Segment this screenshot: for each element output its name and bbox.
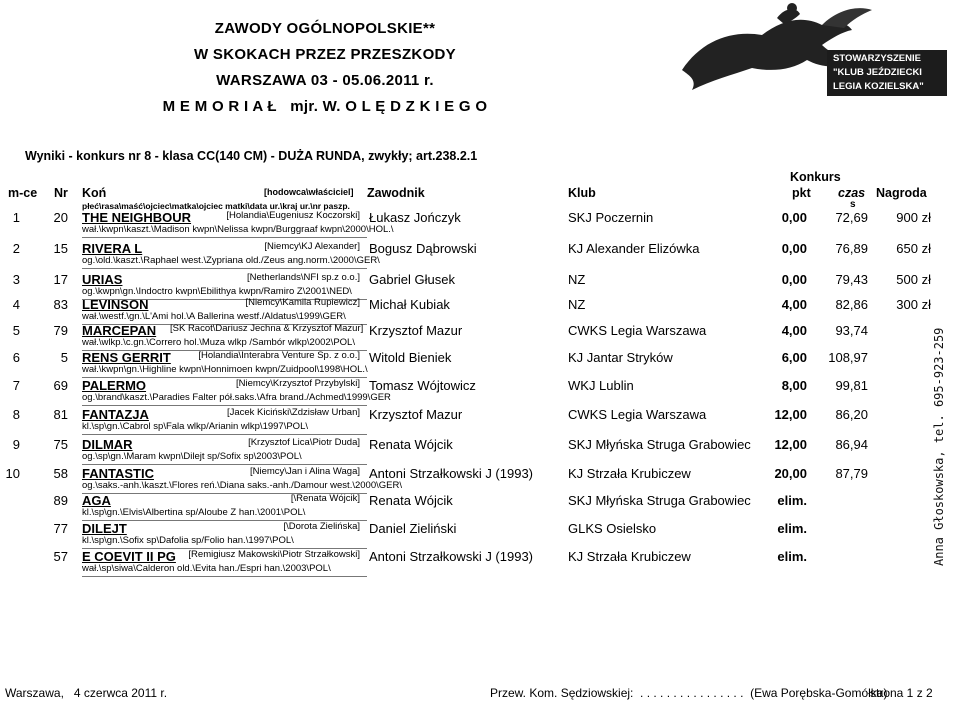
row-owner: [Niemcy\Kamila Rupiewicz] — [245, 297, 360, 308]
row-owner: [\Dorota Zielińska] — [283, 521, 360, 532]
logo-text-box — [827, 50, 947, 96]
col-klub: Klub — [568, 186, 596, 200]
title-line-3: WARSZAWA 03 - 05.06.2011 r. — [216, 72, 434, 89]
col-kon: Koń — [82, 186, 107, 200]
row-czas: 72,69 — [835, 210, 868, 225]
row-owner: [Remigiusz Makowski\Piotr Strzałkowski] — [188, 549, 360, 560]
row-pkt: elim. — [777, 521, 807, 536]
logo-line-2: "KLUB JEŹDZIECKI — [833, 67, 922, 78]
row-owner: [SK Racot\Dariusz Jechna & Krzysztof Mazur] — [170, 323, 364, 334]
row-pkt: elim. — [777, 549, 807, 564]
row-nr: 17 — [53, 272, 68, 287]
row-owner: [Holandia\Eugeniusz Koczorski] — [226, 210, 360, 221]
row-owner: [\Renata Wójcik] — [290, 493, 360, 504]
row-owner: [Niemcy\Jan i Alina Waga] — [250, 466, 360, 477]
row-ped: og.\old.\kaszt.\Raphael west.\Zypriana old./Zeus ang.norm.\2000\GER\ — [82, 255, 380, 266]
row-ped: kl.\sp\gn.\Sofix sp\Dafolia sp/Folio han.\1997\POL\ — [82, 535, 294, 546]
row-ped: wał.\wlkp.\c.gn.\Correro hol.\Muza wlkp /Sambór wlkp\2002\POL\ — [82, 337, 355, 348]
row-horse: URIAS — [82, 272, 123, 287]
row-nr: 58 — [53, 466, 68, 481]
row-pkt: 0,00 — [781, 210, 807, 225]
col-pkt: pkt — [792, 186, 811, 200]
row-divider — [82, 405, 367, 406]
row-place: 10 — [5, 466, 20, 481]
title-line-1: ZAWODY OGÓLNOPOLSKIE** — [214, 20, 436, 37]
row-rider: Krzysztof Mazur — [369, 323, 463, 338]
row-horse: DILMAR — [82, 437, 133, 452]
row-club: NZ — [568, 297, 586, 312]
row-owner: [Niemcy\Krzysztof Przybylski] — [235, 378, 360, 389]
row-pkt: elim. — [777, 493, 807, 508]
row-place: 7 — [12, 378, 20, 393]
row-prize: 650 zł — [896, 241, 931, 256]
row-pkt: 0,00 — [781, 272, 807, 287]
row-rider: Tomasz Wójtowicz — [369, 378, 476, 393]
row-nr: 81 — [53, 407, 68, 422]
row-rider: Antoni Strzałkowski J (1993) — [369, 549, 534, 564]
row-divider — [82, 268, 367, 269]
row-club: SKJ Młyńska Struga Grabowiec — [568, 493, 751, 508]
row-czas: 82,86 — [835, 297, 868, 312]
row-place: 2 — [12, 241, 20, 256]
row-divider — [82, 464, 367, 465]
row-club: GLKS Osielsko — [568, 521, 657, 536]
row-rider: Krzysztof Mazur — [369, 407, 463, 422]
title-line-2: W SKOKACH PRZEZ PRZESZKODY — [194, 46, 456, 63]
row-club: KJ Alexander Elizówka — [568, 241, 700, 256]
row-nr: 77 — [53, 521, 68, 536]
row-nr: 5 — [60, 350, 68, 365]
row-pkt: 12,00 — [774, 407, 807, 422]
row-nr: 75 — [53, 437, 68, 452]
row-rider: Łukasz Jończyk — [369, 210, 461, 225]
row-czas: 79,43 — [835, 272, 868, 287]
row-horse: LEVINSON — [82, 297, 149, 312]
row-czas: 87,79 — [835, 466, 868, 481]
row-owner: [Netherlands\NFI sp.z o.o.] — [247, 272, 360, 283]
row-ped: kl.\sp\gn.\Cabrol sp\Fala wlkp/Arianin wlkp\1997\POL\ — [82, 421, 308, 432]
side-contact-text: Anna Głoskowska, tel. 695-923-259 — [932, 327, 946, 566]
row-rider: Michał Kubiak — [369, 297, 450, 312]
row-divider — [82, 237, 367, 238]
row-owner: [Holandia\Interabra Venture Sp. z o.o.] — [198, 350, 360, 361]
row-ped: og.\kwpn\gn.\Indoctro kwpn\Ebilithya kwpn/Ramiro Z\2001\NED\ — [82, 286, 352, 297]
row-owner: [Krzysztof Lica\Piotr Duda] — [248, 437, 360, 448]
row-club: WKJ Lublin — [568, 378, 634, 393]
row-club: KJ Strzała Krubiczew — [568, 466, 691, 481]
col-czas-unit: s — [850, 199, 856, 210]
row-ped: wał.\westf.\gn.\L'Ami hol.\A Ballerina westf./Aldatus\1999\GER\ — [82, 311, 346, 322]
row-nr: 83 — [53, 297, 68, 312]
row-rider: Gabriel Głusek — [369, 272, 455, 287]
row-nr: 15 — [53, 241, 68, 256]
row-rider: Renata Wójcik — [369, 437, 453, 452]
row-horse: THE NEIGHBOUR — [82, 210, 192, 225]
row-place: 1 — [12, 210, 20, 225]
row-czas: 86,20 — [835, 407, 868, 422]
row-place: 6 — [12, 350, 20, 365]
row-prize: 300 zł — [896, 297, 931, 312]
row-pkt: 12,00 — [774, 437, 807, 452]
row-divider — [82, 576, 367, 577]
col-nr: Nr — [54, 186, 68, 200]
row-czas: 76,89 — [835, 241, 868, 256]
row-horse: RIVERA L — [82, 241, 143, 256]
row-ped: wał.\sp\siwa\Calderon old.\Evita han./Espri han.\2003\POL\ — [82, 563, 331, 574]
row-pkt: 20,00 — [774, 466, 807, 481]
row-nr: 69 — [53, 378, 68, 393]
row-horse: AGA — [82, 493, 111, 508]
row-club: KJ Jantar Stryków — [568, 350, 673, 365]
row-czas: 93,74 — [835, 323, 868, 338]
footer-date: Warszawa, 4 czerwca 2011 r. — [5, 686, 168, 700]
row-nr: 89 — [53, 493, 68, 508]
row-rider: Renata Wójcik — [369, 493, 453, 508]
row-ped: og.\sp\gn.\Maram kwpn\Dilejt sp/Sofix sp\2003\POL\ — [82, 451, 302, 462]
row-place: 3 — [12, 272, 20, 287]
row-ped: wał.\kwpn\gn.\Highline kwpn\Honnimoen kwpn/Zuidpool\1998\HOL.\ — [82, 364, 368, 375]
row-club: SKJ Poczernin — [568, 210, 654, 225]
row-horse: FANTASTIC — [82, 466, 154, 481]
row-nr: 79 — [53, 323, 68, 338]
row-pkt: 0,00 — [781, 241, 807, 256]
col-nagroda: Nagroda — [876, 186, 927, 200]
row-czas: 99,81 — [835, 378, 868, 393]
row-prize: 500 zł — [896, 272, 931, 287]
row-place: 8 — [12, 407, 20, 422]
competition-subtitle: Wyniki - konkurs nr 8 - klasa CC(140 CM) - DUŻA RUNDA, zwykły; art.238.2.1 — [25, 149, 478, 163]
row-place: 4 — [12, 297, 20, 312]
row-horse: FANTAZJA — [82, 407, 149, 422]
row-pkt: 4,00 — [781, 323, 807, 338]
row-horse: RENS GERRIT — [82, 350, 171, 365]
row-pkt: 8,00 — [781, 378, 807, 393]
row-club: NZ — [568, 272, 586, 287]
row-horse: MARCEPAN — [82, 323, 157, 338]
col-czas: czas — [838, 186, 866, 200]
row-club: KJ Strzała Krubiczew — [568, 549, 691, 564]
col-owner: [hodowca\właściciel] — [264, 187, 354, 197]
row-ped: wał.\kwpn\kaszt.\Madison kwpn\Nelissa kwpn/Burggraaf kwpn\2000\HOL.\ — [82, 224, 394, 235]
row-czas: 108,97 — [828, 350, 868, 365]
col-zawodnik: Zawodnik — [367, 186, 425, 200]
title-line-4: M E M O R I A Ł mjr. W. O L Ę D Z K I E G O — [162, 98, 488, 115]
row-place: 9 — [12, 437, 20, 452]
row-pkt: 6,00 — [781, 350, 807, 365]
row-club: SKJ Młyńska Struga Grabowiec — [568, 437, 751, 452]
row-divider — [82, 434, 367, 435]
row-horse: PALERMO — [82, 378, 147, 393]
row-horse: E COEVIT II PG — [82, 549, 176, 564]
row-club: CWKS Legia Warszawa — [568, 323, 707, 338]
row-club: CWKS Legia Warszawa — [568, 407, 707, 422]
row-czas: 86,94 — [835, 437, 868, 452]
col-sub-description: płeć\rasa\maść\ojciec\matka\ojciec matki\data ur.\kraj ur.\nr paszp. — [82, 201, 350, 211]
footer-judge: Przew. Kom. Sędziowskiej: . . . . . . . . . . . . . . . . (Ewa Porębska-Gomółka) — [490, 686, 888, 700]
col-konkurs: Konkurs — [790, 170, 841, 184]
row-owner: [Niemcy\KJ Alexander] — [264, 241, 360, 252]
row-ped: kl.\sp\gn.\Elvis\Albertina sp/Aloube Z han.\2001\POL\ — [82, 507, 306, 518]
row-prize: 900 zł — [896, 210, 931, 225]
row-rider: Witold Bieniek — [369, 350, 452, 365]
logo-line-3: LEGIA KOZIELSKA" — [833, 81, 924, 92]
footer-page: strona 1 z 2 — [870, 686, 933, 700]
row-nr: 57 — [53, 549, 68, 564]
row-ped: og.\saks.-anh.\kaszt.\Flores reń.\Diana saks.-anh./Damour west.\2000\GER\ — [82, 480, 402, 491]
row-pkt: 4,00 — [781, 297, 807, 312]
logo-line-1: STOWARZYSZENIE — [833, 53, 921, 64]
row-place: 5 — [12, 323, 20, 338]
row-horse: DILEJT — [82, 521, 127, 536]
row-rider: Antoni Strzałkowski J (1993) — [369, 466, 534, 481]
club-logo — [672, 0, 960, 100]
row-nr: 20 — [53, 210, 68, 225]
row-rider: Daniel Zieliński — [369, 521, 457, 536]
row-ped: og.\brand\kaszt.\Paradies Falter pół.saks.\Afra brand./Achmed\1999\GER — [82, 392, 391, 403]
row-owner: [Jacek Kiciński\Zdzisław Urban] — [226, 407, 360, 418]
col-mce: m-ce — [8, 186, 38, 200]
row-rider: Bogusz Dąbrowski — [369, 241, 477, 256]
